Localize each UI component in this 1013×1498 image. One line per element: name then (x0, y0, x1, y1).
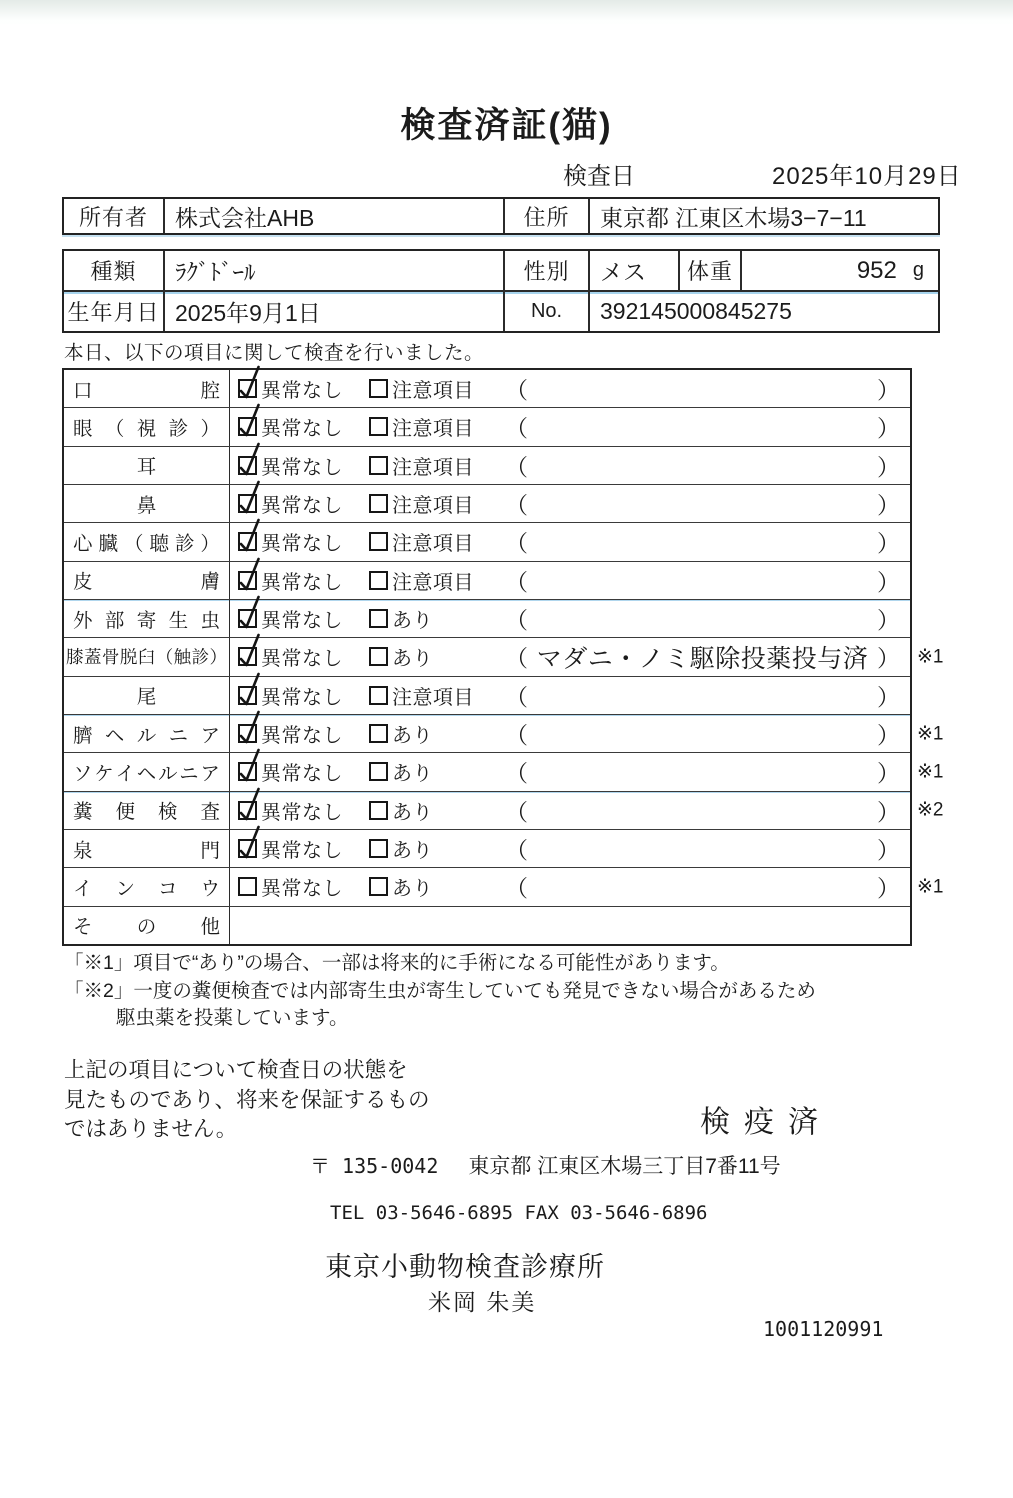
checklist-row (64, 370, 910, 407)
close-paren: ） (877, 377, 900, 404)
item-label: ソ ケ イ ヘ ル ニ ア (64, 753, 230, 790)
number-value: 392145000845275 (600, 298, 792, 324)
result-cell (230, 408, 910, 445)
tel-fax-line: TEL 03-5646-6895 FAX 03-5646-6896 (330, 1202, 708, 1224)
checklist-row (64, 676, 910, 714)
weight-unit: g (912, 259, 924, 281)
disclaimer-line-3: ではありません。 (64, 1117, 238, 1142)
postal-code: 〒 135-0042 (310, 1154, 439, 1178)
option-finding (369, 527, 505, 556)
option-label: 異常なし (261, 801, 343, 824)
birthdate-label: 生年月日 (64, 292, 165, 331)
item-label: 皮 膚 (64, 562, 230, 599)
inspection-date-value: 2025年10月29日 (772, 163, 962, 190)
option-label: 異常なし (261, 648, 343, 671)
option-no-abnormality (238, 527, 369, 556)
address-value: 東京都 江東区木場3−7−11 (600, 204, 867, 231)
option-no-abnormality (238, 451, 369, 480)
option-no-abnormality (238, 719, 369, 748)
paren-field (505, 794, 910, 827)
checklist-table (62, 368, 944, 946)
option-finding (369, 489, 505, 518)
result-cell (230, 868, 910, 905)
clinic-postal-line (310, 1150, 781, 1180)
breed-value: ﾗｸﾞﾄﾞｰﾙ (165, 251, 505, 290)
checklist-row (64, 791, 944, 829)
breed-label: 種類 (64, 251, 165, 290)
open-paren: （ (505, 760, 528, 787)
item-label: 眼 （ 視 診 ） (64, 408, 230, 445)
checklist-row (64, 829, 910, 867)
check-mark-icon (237, 824, 261, 860)
option-no-abnormality (238, 642, 369, 671)
check-mark-icon (237, 709, 261, 745)
close-paren: ） (877, 415, 900, 442)
check-mark-icon (237, 441, 261, 477)
open-paren: （ (505, 722, 528, 749)
option-label: 注意項目 (392, 418, 474, 441)
checkbox-finding (369, 532, 388, 551)
checkbox-no-abnormality (238, 494, 257, 513)
checkbox-finding (369, 877, 388, 896)
birthdate-value: 2025年9月1日 (165, 292, 505, 331)
open-paren: （ (505, 377, 528, 404)
checklist-row (64, 599, 910, 637)
footnote-1: 「※1」項目で“あり”の場合、一部は将来的に手術になる可能性があります。 (64, 952, 730, 974)
option-no-abnormality (238, 489, 369, 518)
info-row-2 (64, 292, 938, 331)
checkbox-finding (369, 647, 388, 666)
checkbox-no-abnormality (238, 379, 257, 398)
document-number: 1001120991 (763, 1317, 884, 1341)
option-label: 異常なし (261, 878, 343, 901)
option-label: 注意項目 (392, 533, 474, 556)
option-label: 異常なし (261, 610, 343, 633)
paren-field (505, 870, 910, 903)
option-label: 異常なし (261, 725, 343, 748)
info-row-1 (64, 251, 938, 292)
option-label: 異常なし (261, 495, 343, 518)
option-finding (369, 872, 505, 901)
clinic-address: 東京都 江東区木場三丁目7番11号 (468, 1155, 781, 1178)
option-finding (369, 451, 505, 480)
option-label: あり (392, 610, 433, 633)
footnote-ref: ※1 (917, 723, 944, 745)
footnote-ref: ※1 (917, 646, 944, 668)
scan-edge-band (0, 0, 1013, 24)
result-cell (230, 677, 910, 714)
paren-field (505, 525, 910, 558)
checkbox-finding (369, 686, 388, 705)
check-mark-icon (237, 479, 261, 515)
checklist-row (64, 714, 944, 752)
result-cell (230, 792, 910, 829)
option-finding (369, 719, 505, 748)
option-label: 異常なし (261, 840, 343, 863)
option-label: 異常なし (261, 456, 343, 479)
checkbox-finding (369, 609, 388, 628)
option-finding (369, 796, 505, 825)
footnote-2-continued: 駆虫薬を投薬しています。 (116, 1007, 349, 1030)
checkbox-no-abnormality (238, 839, 257, 858)
option-no-abnormality (238, 834, 369, 863)
close-paren: ） (877, 798, 900, 825)
weight-label: 体重 (680, 251, 742, 290)
check-mark-icon (237, 747, 261, 783)
result-cell (230, 370, 910, 407)
paren-field (505, 717, 910, 750)
checklist-row (64, 906, 910, 944)
checkbox-finding (369, 571, 388, 590)
open-paren: （ (505, 492, 528, 519)
checkbox-finding (369, 801, 388, 820)
result-cell (230, 715, 910, 752)
checklist-row (64, 637, 944, 675)
check-mark-icon (237, 556, 261, 592)
option-no-abnormality (238, 412, 369, 441)
checkbox-no-abnormality (238, 532, 257, 551)
check-mark-icon (237, 364, 261, 400)
option-no-abnormality (238, 757, 369, 786)
checkbox-no-abnormality (238, 456, 257, 475)
option-finding (369, 374, 505, 403)
open-paren: （ (505, 798, 528, 825)
quarantine-stamp: 検疫済 (700, 1106, 832, 1139)
open-paren: （ (505, 683, 528, 710)
close-paren: ） (877, 453, 900, 480)
open-paren: （ (505, 645, 528, 672)
sex-value: メス (590, 251, 680, 290)
option-label: あり (392, 840, 433, 863)
option-finding (369, 604, 505, 633)
item-label: 耳 (64, 447, 230, 484)
option-label: あり (392, 801, 433, 824)
footnote-ref: ※1 (917, 876, 944, 898)
owner-table (62, 197, 940, 235)
close-paren: ） (877, 492, 900, 519)
checkbox-finding (369, 762, 388, 781)
option-label: あり (392, 648, 433, 671)
item-label: 糞 便 検 査 (64, 792, 230, 829)
option-no-abnormality (238, 374, 369, 403)
paren-field (505, 564, 910, 597)
checklist-row (64, 867, 944, 905)
option-label: 異常なし (261, 571, 343, 594)
animal-info-table (62, 249, 940, 333)
sex-label: 性別 (505, 251, 590, 290)
close-paren: ） (877, 760, 900, 787)
checkbox-no-abnormality (238, 801, 257, 820)
checkbox-finding (369, 456, 388, 475)
checkbox-no-abnormality (238, 571, 257, 590)
checklist-row (64, 446, 910, 484)
checkbox-no-abnormality (238, 877, 257, 896)
checkbox-no-abnormality (238, 724, 257, 743)
checkbox-no-abnormality (238, 647, 257, 666)
option-finding (369, 681, 505, 710)
check-mark-icon (237, 402, 261, 438)
open-paren: （ (505, 568, 528, 595)
checklist-row (64, 522, 910, 560)
result-cell (230, 830, 910, 867)
page-title: 検査済証(猫) (400, 106, 613, 145)
paren-field (505, 372, 910, 405)
check-mark-icon (237, 594, 261, 630)
close-paren: ） (877, 568, 900, 595)
check-mark-icon (237, 671, 261, 707)
result-cell (230, 907, 910, 944)
check-mark-icon (237, 517, 261, 553)
footnote-ref: ※1 (917, 761, 944, 783)
item-label: 外 部 寄 生 虫 (64, 600, 230, 637)
checklist-row (64, 752, 944, 790)
owner-value: 株式会社AHB (165, 199, 505, 233)
option-label: 異常なし (261, 418, 343, 441)
check-mark-icon (237, 632, 261, 668)
close-paren: ） (877, 722, 900, 749)
item-label: そ の 他 (64, 907, 230, 944)
open-paren: （ (505, 837, 528, 864)
close-paren: ） (877, 875, 900, 902)
option-label: あり (392, 725, 433, 748)
result-cell (230, 753, 910, 790)
open-paren: （ (505, 875, 528, 902)
paren-note: マダニ・ノミ駆除投薬投与済 (536, 644, 869, 673)
option-finding (369, 412, 505, 441)
number-label: No. (505, 292, 590, 331)
open-paren: （ (505, 453, 528, 480)
option-label: 異常なし (261, 533, 343, 556)
disclaimer-text (64, 1056, 430, 1145)
checklist-row (64, 484, 910, 522)
result-cell (230, 447, 910, 484)
option-label: 注意項目 (392, 456, 474, 479)
item-label: イ ン コ ウ (64, 868, 230, 905)
inspection-date-label: 検査日 (563, 163, 635, 190)
item-label: 膝 蓋 骨 脱 臼 （ 触 診 ） (64, 638, 230, 675)
close-paren: ） (877, 837, 900, 864)
checkbox-finding (369, 379, 388, 398)
paren-field (505, 487, 910, 520)
checkbox-finding (369, 494, 388, 513)
paren-field (505, 410, 910, 443)
close-paren: ） (877, 683, 900, 710)
open-paren: （ (505, 415, 528, 442)
check-mark-icon (237, 786, 261, 822)
checkbox-finding (369, 839, 388, 858)
close-paren: ） (877, 530, 900, 557)
open-paren: （ (505, 530, 528, 557)
item-label: 心 臓 （ 聴 診 ） (64, 523, 230, 560)
checkbox-finding (369, 417, 388, 436)
option-label: 異常なし (261, 686, 343, 709)
checklist-row (64, 407, 910, 445)
paren-field (505, 602, 910, 635)
examiner-name: 米岡 朱美 (428, 1289, 537, 1315)
checkbox-no-abnormality (238, 762, 257, 781)
paren-field (505, 832, 910, 865)
option-no-abnormality (238, 566, 369, 595)
option-finding (369, 757, 505, 786)
result-cell (230, 485, 910, 522)
option-label: 注意項目 (392, 380, 474, 403)
weight-value: 952 (856, 256, 897, 284)
item-label: 鼻 (64, 485, 230, 522)
option-no-abnormality (238, 796, 369, 825)
checkbox-finding (369, 724, 388, 743)
result-cell (230, 638, 910, 675)
disclaimer-line-2: 見たものであり、将来を保証するもの (64, 1087, 430, 1112)
paren-field (505, 679, 910, 712)
option-finding (369, 642, 505, 671)
item-label: 口 腔 (64, 370, 230, 407)
checkbox-no-abnormality (238, 417, 257, 436)
result-cell (230, 523, 910, 560)
paren-field (505, 639, 910, 675)
option-no-abnormality (238, 872, 369, 901)
option-label: あり (392, 763, 433, 786)
checklist-row (64, 561, 910, 599)
option-no-abnormality (238, 604, 369, 633)
option-label: 異常なし (261, 763, 343, 786)
open-paren: （ (505, 607, 528, 634)
item-label: 臍 ヘ ル ニ ア (64, 715, 230, 752)
option-label: あり (392, 878, 433, 901)
close-paren: ） (877, 607, 900, 634)
footnote-ref: ※2 (917, 799, 944, 821)
disclaimer-line-1: 上記の項目について検査日の状態を (64, 1058, 408, 1082)
footnote-2: 「※2」一度の糞便検査では内部寄生虫が寄生していても発見できない場合があるため (64, 979, 816, 1002)
address-label: 住所 (505, 199, 590, 233)
checkbox-no-abnormality (238, 609, 257, 628)
option-no-abnormality (238, 681, 369, 710)
option-label: 注意項目 (392, 686, 474, 709)
option-label: 注意項目 (392, 495, 474, 518)
checkbox-no-abnormality (238, 686, 257, 705)
intro-text: 本日、以下の項目に関して検査を行いました。 (64, 342, 485, 364)
option-finding (369, 566, 505, 595)
item-label: 尾 (64, 677, 230, 714)
clinic-name: 東京小動物検査診療所 (325, 1252, 605, 1282)
weight-value-cell (742, 251, 938, 290)
option-finding (369, 834, 505, 863)
close-paren: ） (877, 645, 900, 672)
paren-field (505, 755, 910, 788)
result-cell (230, 600, 910, 637)
owner-label: 所有者 (64, 199, 165, 233)
paren-field (505, 449, 910, 482)
result-cell (230, 562, 910, 599)
footnotes (64, 950, 816, 1033)
item-label: 泉 門 (64, 830, 230, 867)
option-label: 異常なし (261, 380, 343, 403)
option-label: 注意項目 (392, 571, 474, 594)
